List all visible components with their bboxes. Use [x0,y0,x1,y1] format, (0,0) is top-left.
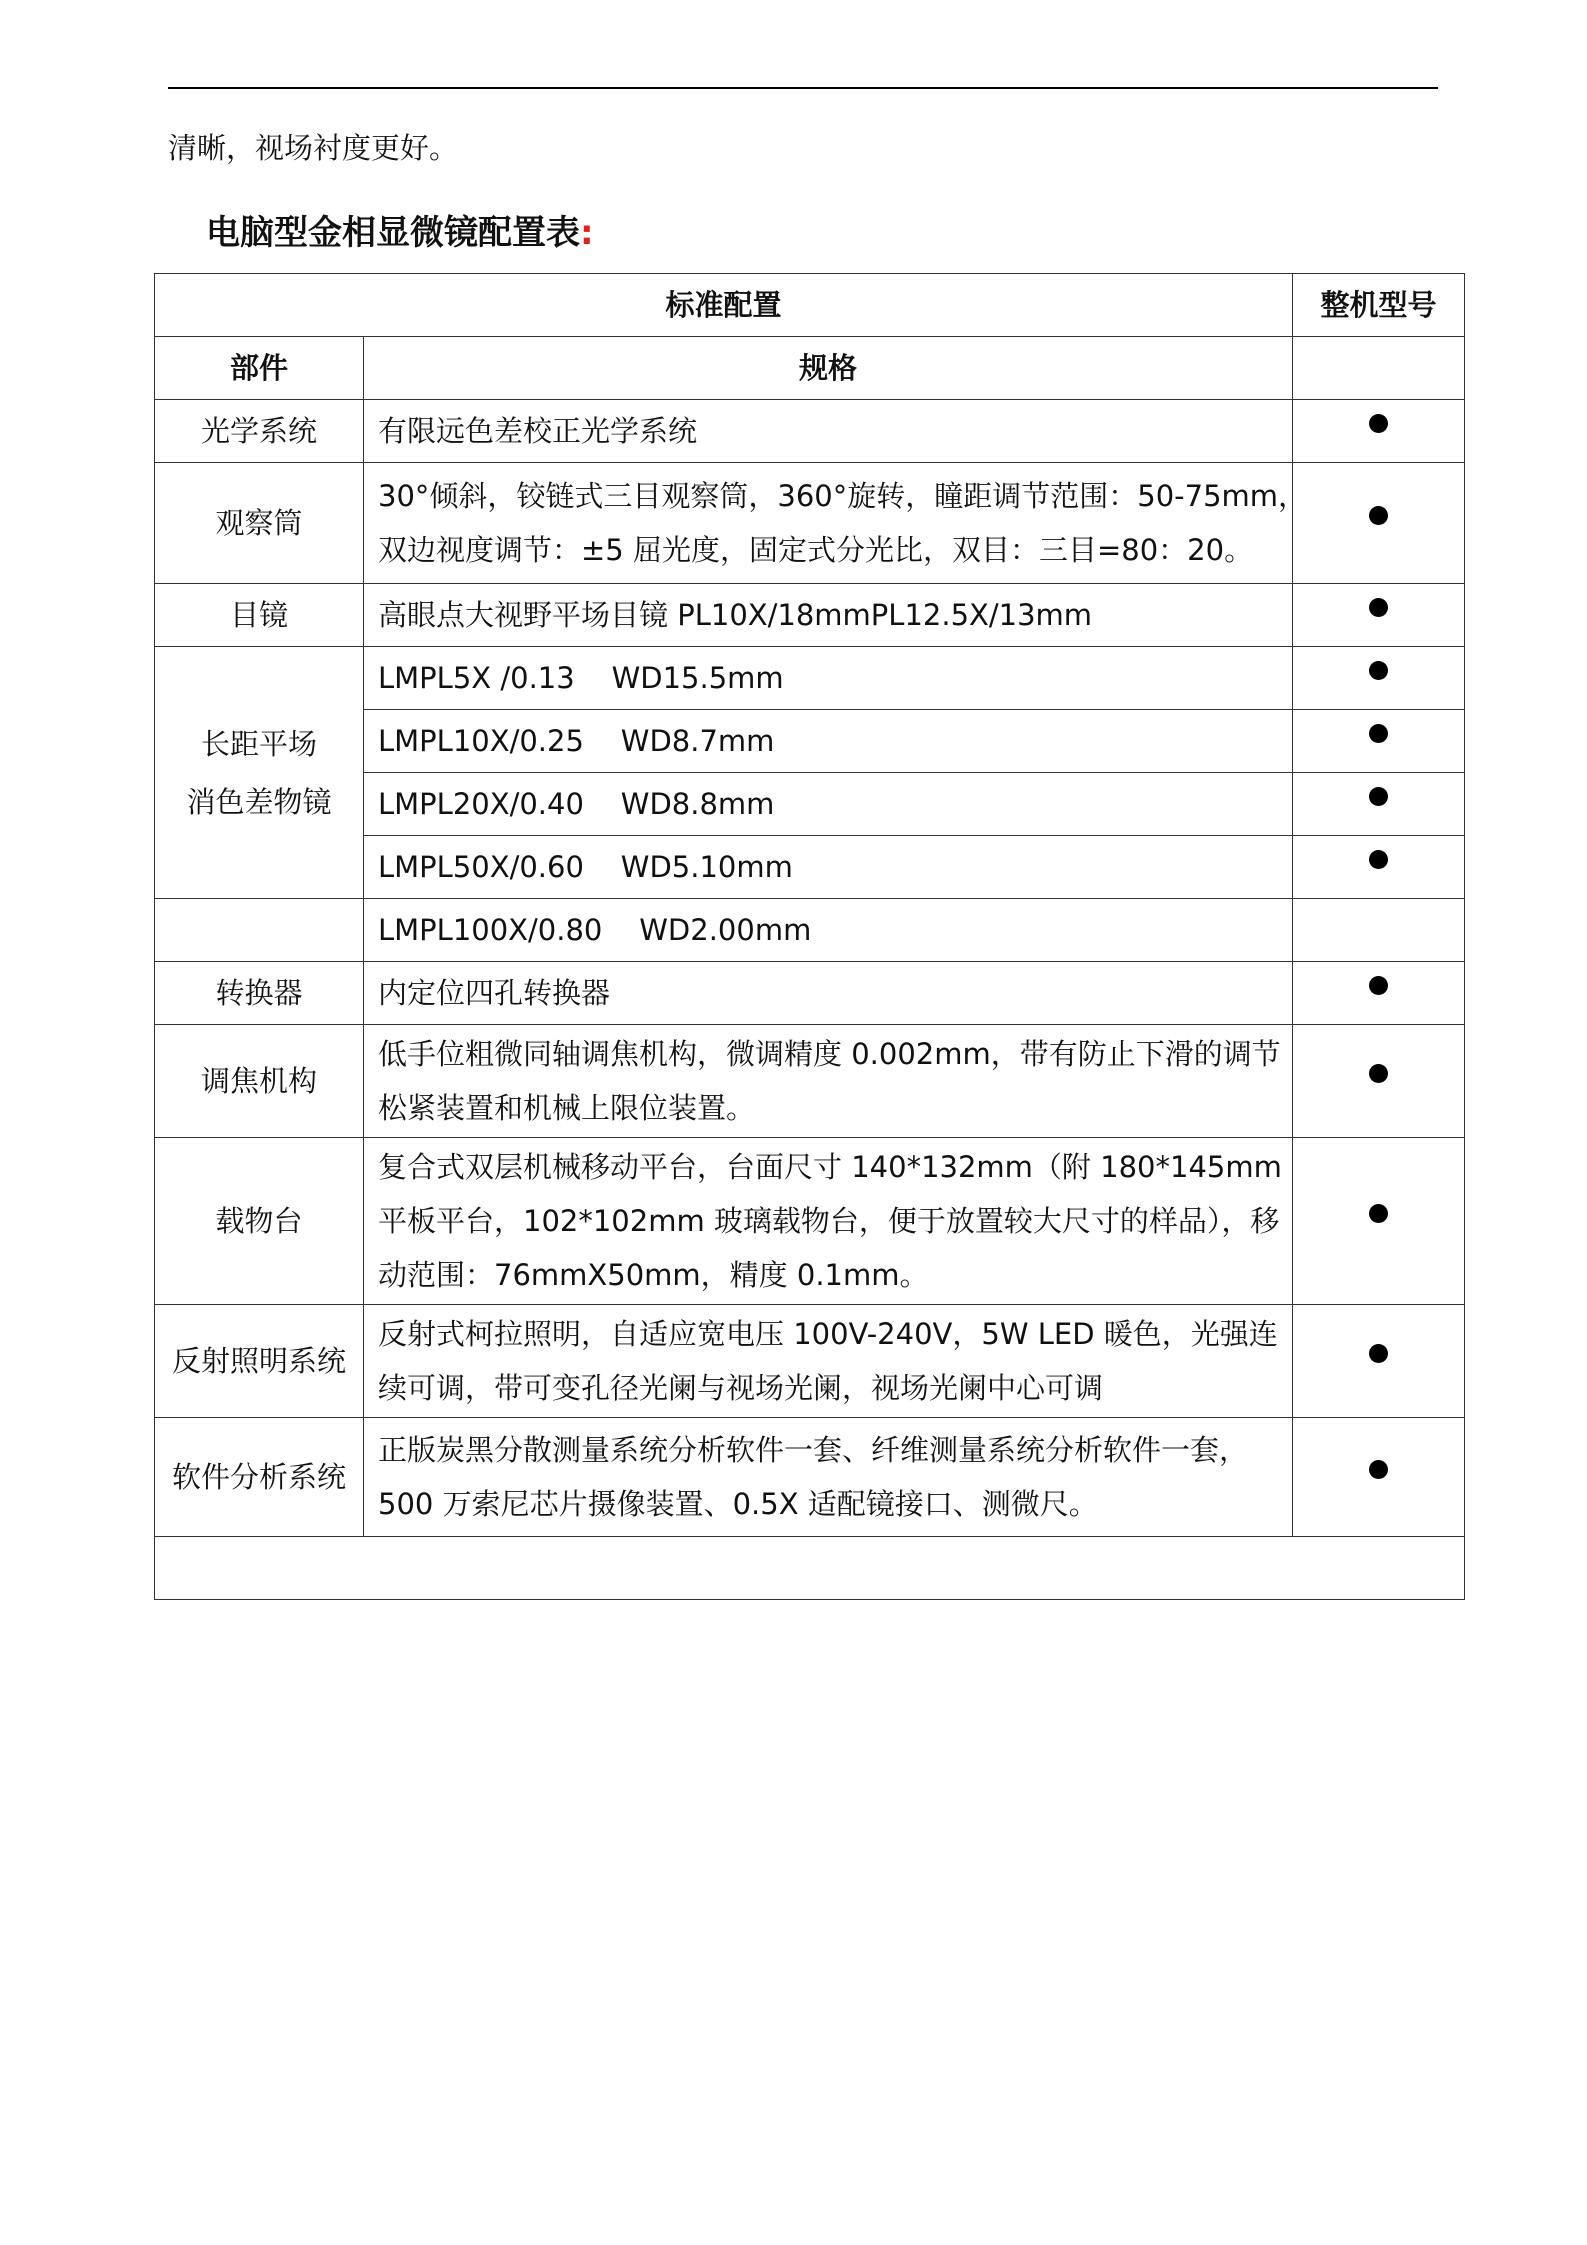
spec-line: 反射式柯拉照明，自适应宽电压 100V-240V，5W LED 暖色，光强连 [378,1317,1278,1351]
part-cell: 反射照明系统 [155,1305,364,1418]
spec-cell: LMPL50X/0.60 WD5.10mm [364,836,1293,899]
included-dot-icon [1369,850,1388,869]
header-rule [168,87,1438,89]
spec-cell: LMPL5X /0.13 WD15.5mm [364,647,1293,710]
spec-cell [364,1418,1293,1537]
footer-empty-cell [155,1537,1465,1600]
part-cell: 转换器 [155,962,364,1025]
included-dot-icon [1369,1460,1388,1479]
table-row [155,1418,1465,1537]
model-header-cell: 整机型号 [1293,274,1465,337]
table-row [155,1025,1465,1138]
spec-cell: LMPL10X/0.25 WD8.7mm [364,710,1293,773]
included-dot-icon [1369,1064,1388,1083]
included-dot-icon [1369,506,1388,525]
spec-cell [364,463,1308,584]
part-header-cell: 部件 [155,337,364,400]
included-dot-icon [1369,787,1388,806]
part-cell-objective [155,647,364,899]
spec-cell [364,1305,1293,1418]
document-title [206,210,594,256]
spec-cell: LMPL20X/0.40 WD8.8mm [364,773,1293,836]
model-mark-cell [1293,962,1465,1025]
spec-line: 500 万索尼芯片摄像装置、0.5X 适配镜接口、测微尺。 [378,1487,1098,1521]
spec-cell: 有限远色差校正光学系统 [364,400,1293,463]
spec-line: 双边视度调节：±5 屈光度，固定式分光比，双目：三目=80：20。 [378,533,1254,567]
part-cell: 软件分析系统 [155,1418,364,1537]
document-title-colon: : [580,213,594,253]
part-cell: 目镜 [155,584,364,647]
included-dot-icon [1369,1344,1388,1363]
model-mark-cell [1293,584,1465,647]
spec-cell [364,1138,1293,1305]
part-line: 长距平场 [200,726,317,761]
spec-line: 续可调，带可变孔径光阑与视场光阑，视场光阑中心可调 [378,1371,1104,1405]
included-dot-icon [1369,661,1388,680]
included-dot-icon [1369,976,1388,995]
included-dot-icon [1369,414,1388,433]
part-cell: 光学系统 [155,400,364,463]
model-mark-cell [1293,400,1465,463]
model-mark-cell [1293,1138,1465,1305]
table-row [155,1305,1465,1418]
table-group-header-row [155,274,1465,337]
included-dot-icon [1369,598,1388,617]
table-row [155,1138,1465,1305]
table-row [155,463,1465,584]
model-mark-cell [1293,773,1465,836]
part-line: 消色差物镜 [186,784,332,819]
configuration-table [154,273,1465,1600]
model-mark-cell [1293,647,1465,710]
model-mark-cell [1293,710,1465,773]
part-cell: 观察筒 [155,463,364,584]
part-cell: 载物台 [155,1138,364,1305]
spec-line: 平板平台，102*102mm 玻璃载物台，便于放置较大尺寸的样品），移 [378,1204,1280,1238]
part-cell [155,899,364,962]
table-column-header-row [155,337,1465,400]
table-row [155,400,1465,463]
model-header-empty-cell [1293,337,1465,400]
included-dot-icon [1369,724,1388,743]
spec-line: 低手位粗微同轴调焦机构，微调精度 0.002mm，带有防止下滑的调节 [378,1037,1281,1071]
table-footer-row [155,1537,1465,1600]
spec-line: 动范围：76mmX50mm，精度 0.1mm。 [378,1258,929,1292]
spec-line: 30°倾斜，铰链式三目观察筒，360°旋转，瞳距调节范围：50-75mm， [378,479,1308,513]
table-row [155,962,1465,1025]
spec-cell: LMPL100X/0.80 WD2.00mm [364,899,1293,962]
document-title-text: 电脑型金相显微镜配置表 [206,213,580,253]
spec-cell: 内定位四孔转换器 [364,962,1293,1025]
spec-cell: 高眼点大视野平场目镜 PL10X/18mmPL12.5X/13mm [364,584,1293,647]
model-mark-cell [1293,1025,1465,1138]
model-mark-cell [1293,463,1465,584]
table-row [155,647,1465,710]
model-mark-cell [1293,836,1465,899]
spec-cell [364,1025,1293,1138]
spec-line: 松紧装置和机械上限位装置。 [378,1091,756,1125]
part-cell: 调焦机构 [155,1025,364,1138]
spec-line: 复合式双层机械移动平台，台面尺寸 140*132mm（附 180*145mm [378,1150,1282,1184]
table-row [155,899,1465,962]
model-mark-cell [1293,1418,1465,1537]
model-mark-cell-empty [1293,899,1465,962]
included-dot-icon [1369,1204,1388,1223]
spec-header-cell: 规格 [364,337,1293,400]
table-row [155,584,1465,647]
group-header-cell: 标准配置 [155,274,1293,337]
spec-line: 正版炭黑分散测量系统分析软件一套、纤维测量系统分析软件一套， [378,1433,1249,1467]
intro-text: 清晰，视场衬度更好。 [168,131,459,165]
model-mark-cell [1293,1305,1465,1418]
